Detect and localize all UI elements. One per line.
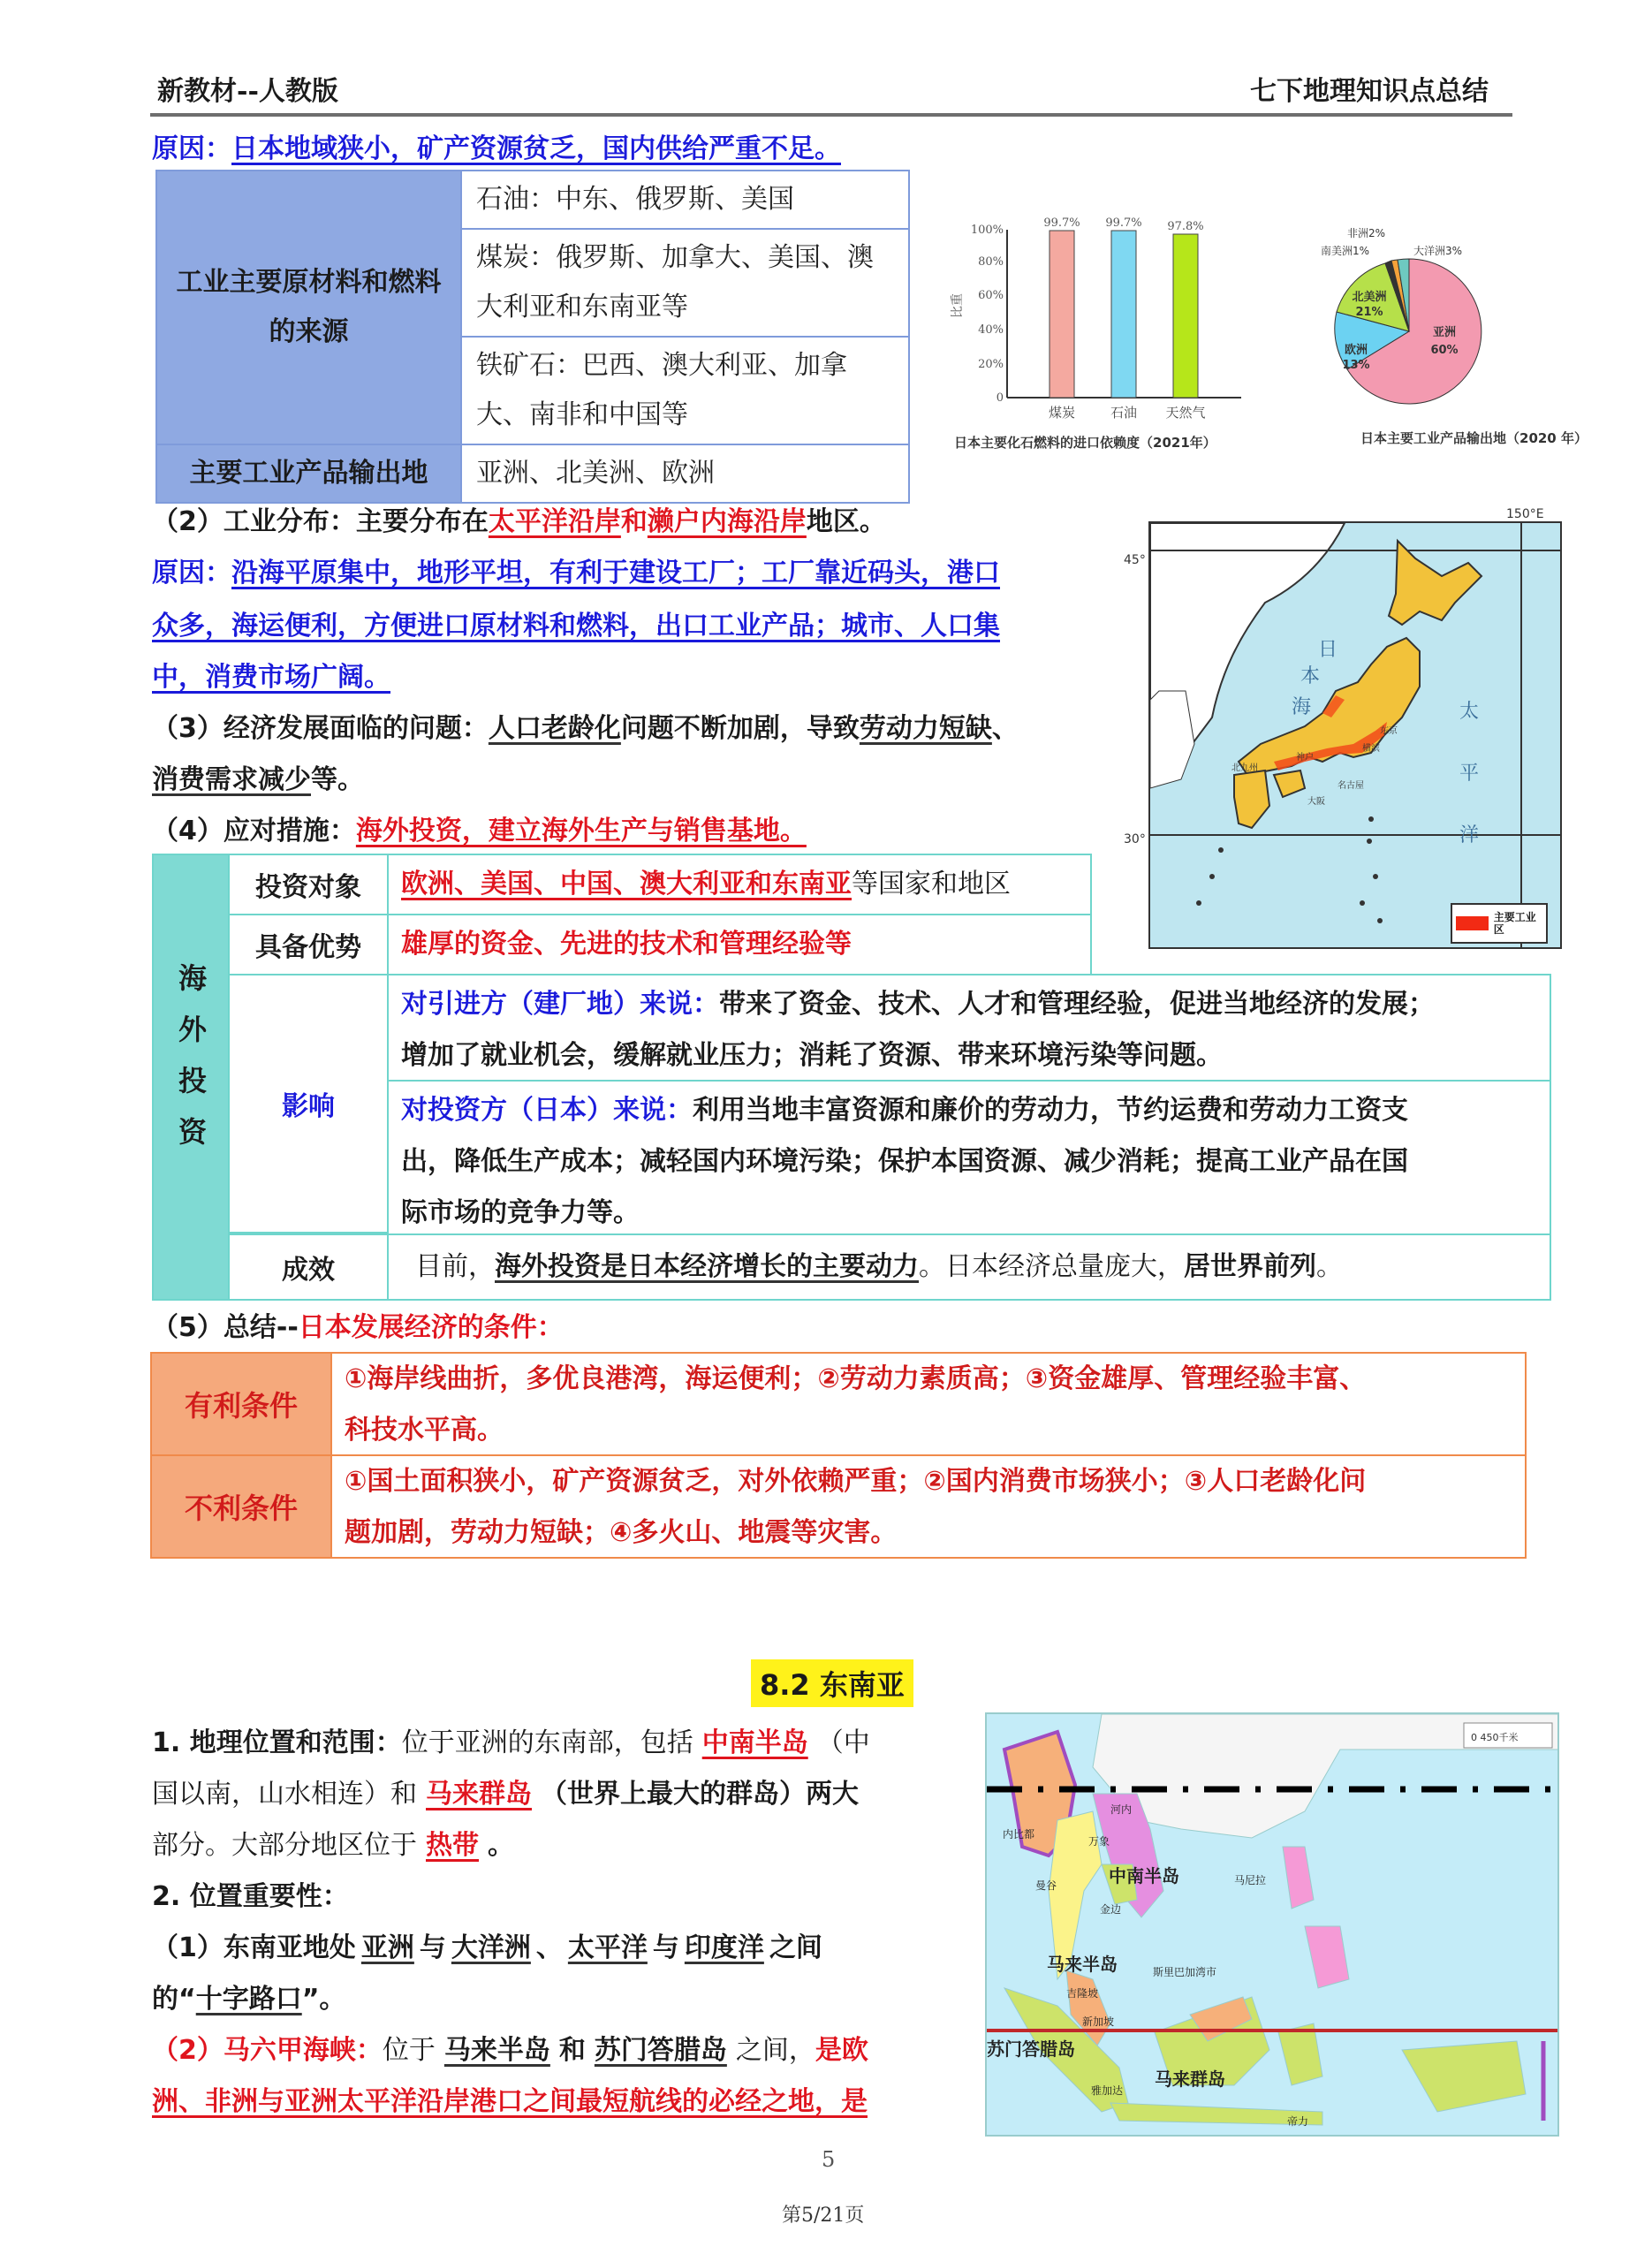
svg-text:大阪: 大阪: [1307, 797, 1325, 807]
side-char: 投: [178, 1064, 207, 1097]
svg-text:新加坡: 新加坡: [1082, 2015, 1115, 2028]
svg-text:平: 平: [1459, 763, 1480, 785]
impact-investor-label: 对投资方（日本）来说：: [401, 1095, 693, 1126]
section3-sep: 、: [991, 713, 1019, 744]
sea-p1-c: 国以南，山水相连）和: [152, 1779, 417, 1810]
blank-indian: 印度洋: [684, 1932, 764, 1963]
overseas-investment-side: [152, 854, 230, 1301]
svg-text:60%: 60%: [1430, 344, 1459, 357]
svg-text:亚洲: 亚洲: [1432, 326, 1457, 339]
effect-tail: 居世界前列: [1184, 1251, 1316, 1282]
favorable-label: 有利条件: [150, 1352, 332, 1456]
unfavorable-label: 不利条件: [150, 1454, 332, 1559]
sea-p4-and: 和: [558, 2035, 586, 2066]
svg-text:13%: 13%: [1342, 359, 1370, 372]
material-iron: 铁矿石：巴西、澳大利亚、加拿大、南非和中国等: [461, 337, 909, 444]
industry-zone-swatch: [1456, 916, 1489, 930]
svg-text:中南半岛: 中南半岛: [1109, 1865, 1179, 1886]
effect-value: [387, 1233, 1551, 1301]
section4-prefix: （4）应对措施：: [152, 816, 356, 846]
sea-p1-e: 部分。大部分地区位于: [152, 1830, 417, 1861]
sea-para2: 2. 位置重要性：: [152, 1881, 349, 1912]
reason-line: [152, 124, 841, 175]
svg-text:天然气: 天然气: [1165, 405, 1206, 421]
section-industry-distribution: [152, 497, 886, 548]
sea-p3-with2: 与: [652, 1932, 679, 1963]
svg-text:97.8%: 97.8%: [1167, 220, 1204, 233]
reason-label: 原因：: [152, 133, 231, 164]
svg-text:欧洲: 欧洲: [1344, 344, 1368, 357]
svg-text:100%: 100%: [970, 224, 1004, 237]
svg-text:南美洲1%: 南美洲1%: [1321, 245, 1370, 257]
import-dependency-chart: [945, 212, 1299, 459]
sea-p3-with: 与: [419, 1932, 446, 1963]
svg-text:北美洲: 北美洲: [1352, 291, 1387, 304]
svg-text:40%: 40%: [978, 323, 1004, 337]
sea-para1-line1: [152, 1718, 870, 1769]
svg-text:马来半岛: 马来半岛: [1047, 1954, 1118, 1975]
map-legend: [1451, 903, 1548, 944]
svg-text:海: 海: [1292, 696, 1312, 718]
effect-pre: 目前，: [415, 1251, 495, 1282]
effect-mid: 。日本经济总量庞大，: [919, 1251, 1184, 1282]
effect-bold: 海外投资是日本经济增长的主要动力: [495, 1251, 919, 1282]
blank-malay-archipelago: 马来群岛: [426, 1779, 532, 1810]
legend-label: 主要工业区: [1493, 911, 1536, 936]
svg-text:名古屋: 名古屋: [1338, 781, 1364, 791]
sea-p3-sep: 、: [535, 1932, 563, 1963]
svg-text:比重: 比重: [951, 293, 965, 318]
svg-text:河内: 河内: [1110, 1803, 1133, 1816]
header-divider: [150, 113, 1512, 117]
side-label: [154, 953, 231, 1158]
sea-p1-f: 。: [488, 1830, 514, 1861]
sea-p3-c: ”。: [301, 1984, 346, 2015]
advantage-value: 雄厚的资金、先进的技术和管理经验等: [387, 914, 1092, 975]
sea-p3-a: （1）东南亚地处: [152, 1932, 356, 1963]
favorable-value: [330, 1352, 1527, 1456]
materials-head: 工业主要原材料和燃料的来源: [156, 171, 461, 444]
section3-mid: 问题不断加剧，导致: [620, 713, 860, 744]
southeast-asia-map: [985, 1712, 1559, 2137]
sea-para3-line2: [152, 1974, 345, 2025]
section2-title: （2）工业分布：主要分布在: [152, 506, 489, 537]
section2-highlight-seto: 濑户内海沿岸: [647, 506, 807, 537]
sea-p1-d: （世界上最大的群岛）两大: [541, 1779, 859, 1810]
impact-host: [387, 974, 1551, 1082]
impact-investor-text1: 利用当地丰富资源和廉价的劳动力，节约运费和劳动力工资支: [693, 1095, 1408, 1126]
section3-labor: 劳动力短缺: [859, 713, 992, 744]
section2-reason-2: 众多，海运便利，方便进口原材料和燃料，出口工业产品；城市、人口集: [152, 611, 1000, 641]
svg-text:曼谷: 曼谷: [1035, 1879, 1057, 1892]
svg-text:21%: 21%: [1355, 306, 1383, 319]
material-coal: 煤炭：俄罗斯、加拿大、美国、澳大利亚和东南亚等: [461, 229, 909, 337]
svg-text:北九州: 北九州: [1231, 763, 1258, 773]
export-head: 主要工业产品输出地: [156, 444, 461, 503]
svg-text:99.7%: 99.7%: [1105, 216, 1142, 230]
section2-reason-3: 中，消费市场广阔。: [152, 662, 390, 693]
section4-text: 海外投资，建立海外生产与销售基地。: [355, 816, 807, 846]
section3-consumption: 消费需求减少: [152, 764, 311, 795]
blank-crossroads: 十字路口: [195, 1984, 302, 2015]
svg-text:横滨: 横滨: [1362, 744, 1380, 754]
svg-text:神户: 神户: [1296, 753, 1314, 763]
section3-line-2: [152, 755, 364, 806]
blank-sumatra: 苏门答腊岛: [594, 2035, 727, 2066]
svg-text:99.7%: 99.7%: [1043, 216, 1080, 230]
svg-text:苏门答腊岛: 苏门答腊岛: [987, 2038, 1075, 2060]
section-title-southeast-asia: 8.2 东南亚: [751, 1659, 913, 1707]
impact-label: 影响: [228, 974, 389, 1233]
side-char: 海: [178, 961, 207, 995]
reason-text: 日本地域狭小，矿产资源贫乏，国内供给严重不足。: [231, 133, 841, 164]
effect-end: 。: [1316, 1251, 1343, 1282]
lat-45-label: 45°: [1124, 553, 1146, 567]
section3-tail: 等。: [311, 764, 364, 795]
section2-reason-1: [152, 548, 1000, 599]
effect-label: 成效: [228, 1233, 389, 1301]
svg-text:煤炭: 煤炭: [1048, 405, 1076, 421]
advantage-label: 具备优势: [228, 914, 389, 975]
section2-reason-text: 沿海平原集中，地形平坦，有利于建设工厂；工厂靠近码头，港口: [231, 558, 1000, 588]
svg-text:60%: 60%: [978, 289, 1004, 302]
svg-text:帝力: 帝力: [1287, 2115, 1309, 2128]
section-measures: [152, 806, 807, 857]
japan-industry-map: [1148, 521, 1562, 949]
bar-chart-title: 日本主要化石燃料的进口依赖度（2021年）: [954, 435, 1216, 451]
section3-prefix: （3）经济发展面临的问题：: [152, 713, 489, 744]
section5-title: 日本发展经济的条件：: [298, 1312, 564, 1343]
favorable-line2: 科技水平高。: [345, 1415, 504, 1446]
svg-text:非洲2%: 非洲2%: [1347, 227, 1386, 239]
sea-para4-line2: 洲、非洲与亚洲太平洋沿岸港口之间最短航线的必经之地，是: [152, 2086, 868, 2117]
side-char: 外: [178, 1013, 207, 1046]
section2-mid: 和: [620, 506, 648, 537]
header-left: 新教材--人教版: [157, 76, 338, 107]
svg-text:大洋洲3%: 大洋洲3%: [1413, 245, 1463, 257]
export-destination-chart: [1307, 212, 1608, 451]
svg-text:内比都: 内比都: [1003, 1828, 1035, 1841]
blank-pacific: 太平洋: [567, 1932, 648, 1963]
sea-para3-line1: [152, 1923, 822, 1974]
section-summary: [152, 1302, 564, 1354]
unfavorable-line1: ①国土面积狭小，矿产资源贫乏，对外依赖严重；②国内消费市场狭小；③人口老龄化问: [345, 1466, 1367, 1497]
svg-text:日: 日: [1318, 639, 1338, 661]
svg-text:石油: 石油: [1110, 405, 1138, 421]
lat-30-label: 30°: [1124, 832, 1146, 846]
svg-text:太: 太: [1459, 701, 1480, 723]
section5-prefix: （5）总结--: [152, 1312, 299, 1343]
svg-text:本: 本: [1300, 665, 1321, 687]
section3-aging: 人口老龄化: [488, 713, 621, 744]
section2-reason-label: 原因：: [152, 558, 231, 588]
unfavorable-line2: 题加剧，劳动力短缺；④多火山、地震等灾害。: [345, 1517, 898, 1548]
blank-indochina: 中南半岛: [701, 1727, 808, 1758]
sea-para1-line2: [152, 1769, 859, 1820]
page-indicator: 第5/21页: [782, 2205, 865, 2227]
blank-malay-peninsula: 马来半岛: [443, 2035, 550, 2066]
svg-text:吉隆坡: 吉隆坡: [1066, 1987, 1099, 2000]
sea-p3-b: 的“: [152, 1984, 196, 2015]
svg-text:0: 0: [996, 391, 1004, 405]
sea-p4-b: 之间，: [735, 2035, 815, 2066]
section-economic-problems: [152, 703, 1019, 755]
sea-para4-line1: [152, 2025, 868, 2076]
blank-asia: 亚洲: [360, 1932, 414, 1963]
sea-p4-a: 位于: [382, 2035, 436, 2066]
invest-target-tail: 等国家和地区: [852, 869, 1011, 899]
sea-p1-a: 位于亚洲的东南部，包括: [401, 1727, 693, 1758]
svg-text:东京: 东京: [1380, 726, 1398, 736]
svg-text:金边: 金边: [1100, 1903, 1122, 1916]
invest-target-red: 欧洲、美国、中国、澳大利亚和东南亚: [401, 869, 852, 899]
svg-text:0 450千米: 0 450千米: [1471, 1732, 1519, 1743]
impact-host-text1: 带来了资金、技术、人才和管理经验，促进当地经济的发展；: [719, 989, 1435, 1020]
blank-tropics: 热带: [426, 1830, 479, 1861]
lon-150-label: 150°E: [1506, 507, 1544, 521]
svg-text:20%: 20%: [978, 358, 1004, 371]
materials-table: [155, 170, 910, 504]
svg-text:斯里巴加湾市: 斯里巴加湾市: [1153, 1966, 1217, 1978]
impact-host-label: 对引进方（建厂地）来说：: [401, 989, 719, 1020]
blank-oceania: 大洋洲: [451, 1932, 531, 1963]
svg-text:马尼拉: 马尼拉: [1234, 1874, 1267, 1886]
svg-text:马来群岛: 马来群岛: [1155, 2068, 1225, 2090]
invest-target-value: [387, 854, 1092, 915]
sea-p1-label: 1. 地理位置和范围：: [152, 1727, 402, 1758]
sea-p1-b: （中: [816, 1727, 870, 1758]
section2-highlight-pacific: 太平洋沿岸: [488, 506, 621, 537]
impact-investor-text2: 出，降低生产成本；减轻国内环境污染；保护本国资源、减少消耗；提高工业产品在国: [401, 1146, 1408, 1177]
sea-para1-line3: [152, 1820, 514, 1871]
svg-text:雅加达: 雅加达: [1091, 2084, 1124, 2097]
impact-investor-text3: 际市场的竞争力等。: [401, 1197, 640, 1228]
section2-tail: 地区。: [806, 506, 886, 537]
sea-p4-red1: 是欧: [815, 2035, 868, 2066]
invest-target-label: 投资对象: [228, 854, 389, 915]
pie-chart-title: 日本主要工业产品输出地（2020 年）: [1360, 430, 1588, 446]
impact-investor: [387, 1080, 1551, 1235]
sea-p3-tail: 之间: [769, 1932, 822, 1963]
favorable-line1: ①海岸线曲折，多优良港湾，海运便利；②劳动力素质高；③资金雄厚、管理经验丰富、: [345, 1363, 1367, 1394]
unfavorable-value: [330, 1454, 1527, 1559]
header-right: 七下地理知识点总结: [1250, 76, 1489, 107]
page-number: 5: [822, 2147, 836, 2172]
side-char: 资: [178, 1115, 207, 1149]
impact-host-text2: 增加了就业机会，缓解就业压力；消耗了资源、带来环境污染等问题。: [401, 1040, 1223, 1071]
svg-text:万象: 万象: [1088, 1835, 1110, 1848]
malacca-label: （2）马六甲海峡：: [152, 2035, 383, 2066]
material-oil: 石油：中东、俄罗斯、美国: [461, 171, 909, 229]
export-value: 亚洲、北美洲、欧洲: [461, 444, 909, 503]
svg-text:80%: 80%: [978, 255, 1004, 269]
svg-text:洋: 洋: [1459, 824, 1480, 846]
